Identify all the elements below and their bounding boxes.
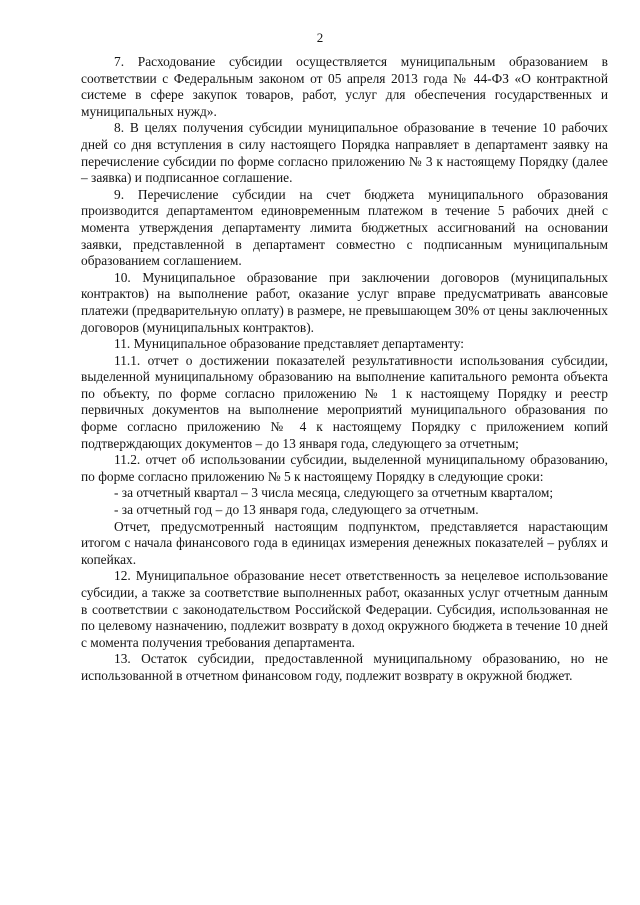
document-body	[81, 54, 608, 685]
paragraph-report-note: Отчет, предусмотренный настоящим подпунктом, представляется нарастающим итогом с начала финансового года в единицах измерения денежных показателей – рублях и копейках.	[81, 518, 608, 567]
paragraph-7: 7. Расходование субсидии осуществляется муниципальным образованием в соответствии с Федеральным законом от 05 апреля 2013 года № 44-ФЗ «О контрактной системе в сфере закупок товаров, работ, услуг для обеспечения государственных и муниципальных нужд».	[81, 54, 608, 119]
paragraph-13: 13. Остаток субсидии, предоставленной муниципальному образованию, но не использованной в отчетном финансовом году, подлежит возврату в окружной бюджет.	[81, 651, 608, 683]
paragraph-11-2: 11.2. отчет об использовании субсидии, выделенной муниципальному образованию, по форме согласно приложению № 5 к настоящему Порядку в следующие сроки:	[81, 452, 608, 484]
list-item-year-deadline: - за отчетный год – до 13 января года, следующего за отчетным.	[114, 502, 479, 518]
paragraph-11: 11. Муниципальное образование представляет департаменту:	[114, 336, 464, 352]
paragraph-12: 12. Муниципальное образование несет ответственность за нецелевое использование субсидии, а также за соответствие выполненных работ, оказанных услуг отчетным данным в соответствии с законодательством Российской Федерации. Субсидия, использованная не по целевому назначению, подлежит возврату в доход окружного бюджета в течение 10 дней с момента получения требования департамента.	[81, 568, 608, 650]
list-item-quarter-deadline: - за отчетный квартал – 3 числа месяца, следующего за отчетным кварталом;	[114, 485, 554, 501]
page-number: 2	[316, 30, 324, 45]
paragraph-8: 8. В целях получения субсидии муниципальное образование в течение 10 рабочих дней со дня вступления в силу настоящего Порядка направляет в департамент заявку на перечисление субсидии по форме согласно приложению № 3 к настоящему Порядку (далее – заявка) и подписанное соглашение.	[81, 120, 608, 186]
paragraph-9: 9. Перечисление субсидии на счет бюджета муниципального образования производится департаментом единовременным платежом в течение 5 рабочих дней с момента утверждения департаменту лимита бюджетных ассигнований на основании заявки, представленной в департамент совместно с подписанным муниципальным образованием соглашением.	[81, 186, 608, 269]
paragraph-10: 10. Муниципальное образование при заключении договоров (муниципальных контрактов) на выполнение работ, оказание услуг вправе предусматривать авансовые платежи (предварительную оплату) в размере, не превышающем 30% от цены заключенных договоров (муниципальных контрактов).	[81, 269, 608, 335]
paragraph-11-1: 11.1. отчет о достижении показателей результативности использования субсидии, выделенной муниципальному образованию на выполнение капитального ремонта объекта по объекту, по форме согласно приложению № 1 к настоящему Порядку и реестр первичных документов на выполнение мероприятий муниципального образования по форме согласно приложению № 4 к настоящему Порядку с приложением копий подтверждающих документов – до 13 января года, следующего за отчетным;	[81, 352, 608, 451]
